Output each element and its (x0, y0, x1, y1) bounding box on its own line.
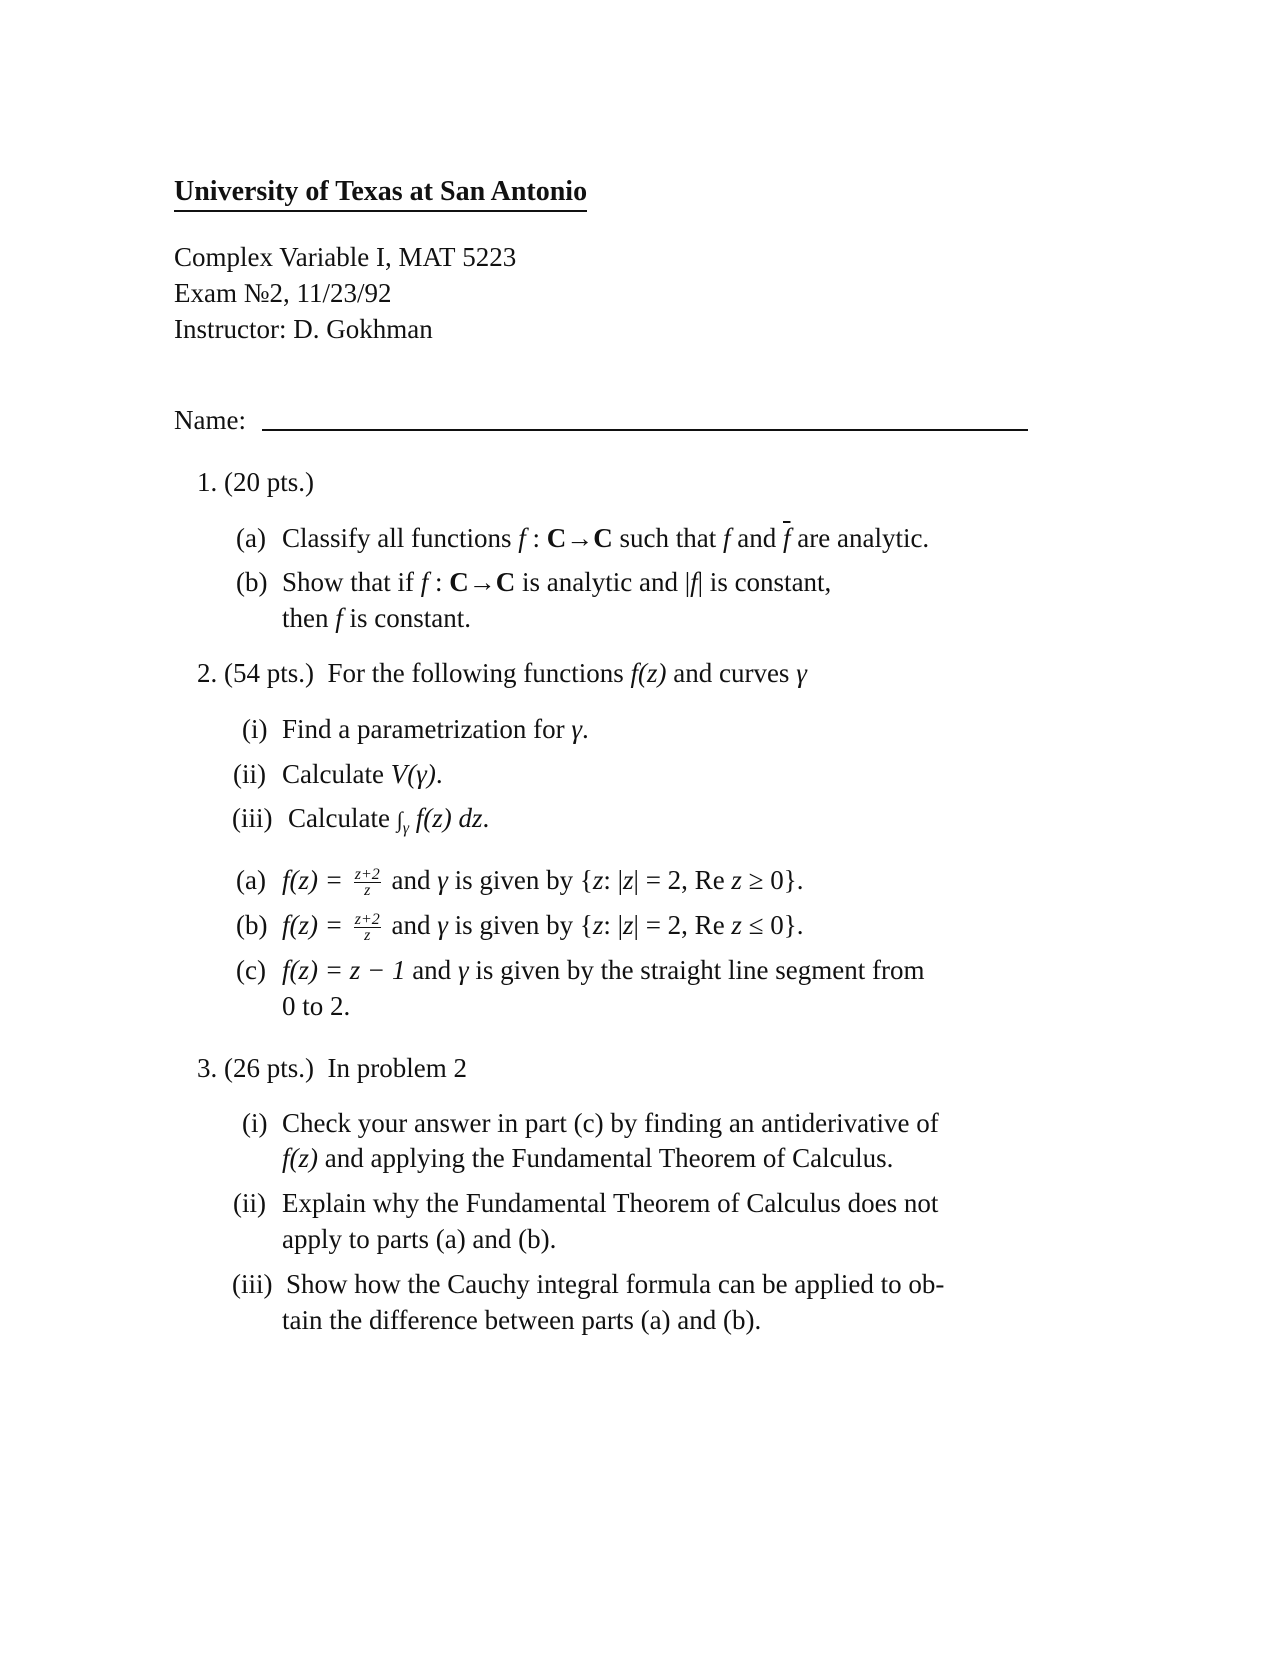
text-segment: γ (457, 955, 469, 985)
course-prefix: Complex Variable I, (174, 242, 392, 272)
problem-1-header (197, 466, 314, 498)
text-segment: . (482, 803, 490, 833)
part-c-text-line2: 0 to 2. (282, 991, 351, 1021)
instructor-line: Instructor: D. Gokhman (174, 314, 433, 344)
text-segment: γ (437, 910, 448, 940)
text-segment: ∫ (396, 807, 403, 832)
university-title: University of Texas at San Antonio (174, 176, 587, 212)
text-segment: f(z) = z − 1 (282, 955, 406, 985)
problem-number: 1. (197, 467, 218, 497)
text-segment: $\overline{f}$ (783, 523, 791, 553)
text-segment: (54 pts.) (224, 658, 314, 688)
text-segment: Show that if (282, 567, 421, 597)
text-segment: z (623, 865, 634, 895)
p3-ii-label: (ii) (233, 1188, 266, 1218)
problem-1a-label: (a) (236, 523, 266, 553)
text-segment: . (582, 714, 589, 744)
name-label: Name: (174, 405, 246, 435)
text-segment: : | (603, 865, 624, 895)
problem-1b-text (282, 566, 831, 598)
p3-i-line1: Check your answer in part (c) by finding an antiderivative of (282, 1108, 939, 1138)
problem-1b-text-line2 (282, 602, 471, 634)
text-segment: : (428, 567, 450, 597)
text-segment: → (566, 523, 594, 553)
text-segment: Calculate (282, 759, 391, 789)
text-segment: f (690, 567, 698, 597)
text-segment: and (730, 523, 783, 553)
text-segment: 3. (197, 1053, 218, 1083)
p3-i-line2 (282, 1142, 893, 1174)
text-segment: and (384, 865, 438, 895)
text-segment: and (384, 910, 438, 940)
text-segment: γ (437, 865, 448, 895)
name-blank-line (262, 429, 1028, 431)
part-b-text (282, 909, 803, 943)
task-iii-text (288, 802, 489, 845)
text-segment: γ (402, 820, 410, 837)
part-a-text (282, 864, 803, 898)
text-segment: f (420, 567, 429, 597)
text-segment: ≥ 0}. (741, 865, 804, 895)
text-segment: are analytic. (790, 523, 930, 553)
course-number: 5223 (462, 242, 517, 272)
text-segment: f (335, 603, 343, 633)
task-iii-label: (iii) (232, 803, 273, 833)
text-segment: In problem 2 (327, 1053, 467, 1083)
text-segment: → (468, 567, 496, 597)
text-segment: . (435, 759, 443, 789)
text-segment: is constant. (342, 603, 472, 633)
text-segment: z (731, 865, 742, 895)
task-ii-label: (ii) (233, 759, 266, 789)
part-c-label: (c) (236, 955, 266, 985)
text-segment: f(z) dz (409, 803, 483, 833)
course-code: MAT (398, 242, 456, 272)
p3-i-label: (i) (242, 1108, 268, 1138)
problem-1a-text (282, 522, 929, 554)
problem-1b-label: (b) (236, 567, 268, 597)
text-segment: C (495, 567, 516, 597)
text-segment: C (546, 523, 567, 553)
problem-points: (20 pts.) (224, 467, 314, 497)
text-segment: γ (796, 658, 807, 688)
text-segment: C (593, 523, 613, 553)
text-segment: C (449, 567, 469, 597)
fraction (354, 912, 381, 943)
text-segment: 2. (197, 658, 218, 688)
text-segment: z (731, 910, 742, 940)
task-i-label: (i) (242, 714, 268, 744)
task-i-text (282, 713, 589, 745)
text-segment: is analytic and | (515, 567, 691, 597)
text-segment: and curves (666, 658, 797, 688)
text-segment: : | (603, 910, 624, 940)
text-segment: z (364, 882, 371, 900)
text-segment: | is constant, (697, 567, 832, 597)
problem-2-header (197, 657, 807, 689)
p3-iii-label: (iii) (232, 1269, 273, 1299)
text-segment: For the following functions (327, 658, 631, 688)
p3-ii-line1: Explain why the Fundamental Theorem of Calculus does not (282, 1188, 939, 1218)
text-segment: z (592, 865, 604, 895)
text-segment: such that (612, 523, 723, 553)
text-segment: f (723, 523, 731, 553)
text-segment: z (592, 910, 604, 940)
text-segment: V(γ) (390, 759, 436, 789)
text-segment: f(z) = (282, 910, 350, 940)
part-c-text (282, 954, 925, 986)
p3-iii-line1: Show how the Cauchy integral formula can be applied to ob- (286, 1269, 945, 1299)
p3-ii-line2: apply to parts (a) and (b). (282, 1224, 557, 1254)
text-segment: Calculate (288, 803, 397, 833)
text-segment: f (518, 523, 526, 553)
text-segment: | = 2, Re (633, 865, 732, 895)
text-segment: Classify all functions (282, 523, 519, 553)
fraction (354, 867, 381, 898)
text-segment: z+2 (354, 911, 380, 929)
problem-3-header (197, 1052, 467, 1084)
task-ii-text (282, 758, 443, 790)
text-segment: z (623, 910, 634, 940)
text-segment: and (405, 955, 458, 985)
text-segment: : (525, 523, 547, 553)
text-segment: Find a parametrization for (282, 714, 572, 744)
text-segment: γ (571, 714, 583, 744)
text-segment: f(z) = (282, 865, 350, 895)
text-segment: then (282, 603, 336, 633)
text-segment: is given by { (447, 910, 593, 940)
text-segment: ≤ 0}. (741, 910, 804, 940)
text-segment: is given by the straight line segment from (468, 955, 925, 985)
text-segment: z (364, 927, 371, 945)
exam-line: Exam №2, 11/23/92 (174, 278, 392, 308)
p3-iii-line2: tain the difference between parts (a) and (b). (282, 1305, 762, 1335)
text-segment: f(z) (630, 658, 667, 688)
text-segment: z+2 (354, 866, 380, 884)
text-segment: f(z) (282, 1143, 318, 1173)
part-a-label: (a) (236, 865, 266, 895)
part-b-label: (b) (236, 910, 268, 940)
text-segment: and applying the Fundamental Theorem of Calculus. (318, 1143, 894, 1173)
text-segment: | = 2, Re (633, 910, 732, 940)
text-segment: is given by { (447, 865, 593, 895)
text-segment: (26 pts.) (224, 1053, 314, 1083)
course-line (174, 241, 516, 273)
